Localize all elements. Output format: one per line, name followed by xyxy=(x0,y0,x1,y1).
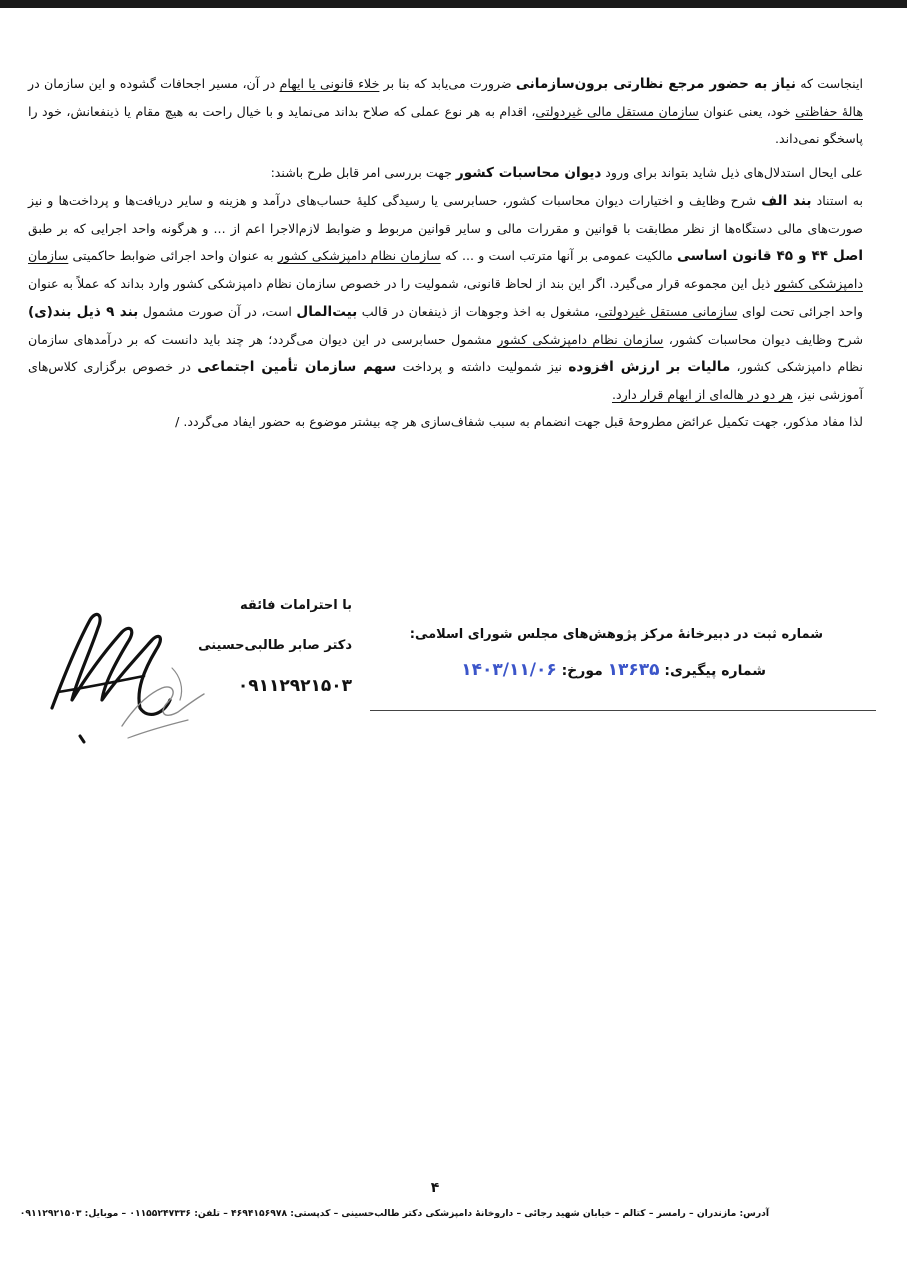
registration-divider xyxy=(370,710,876,711)
text-run: ، اقدام به هر نوع عملی که صلاح بداند می‌نماید و با خیال راحت به هیچ مقام یا ذینفعانش، خود را پاسخگو نمی‌داند. xyxy=(28,104,863,147)
text-run: نیز شمولیت داشته و پرداخت xyxy=(396,359,569,375)
top-border xyxy=(0,0,907,8)
text-run: به عنوان واحد اجرائی ضوابط حاکمیتی xyxy=(68,248,278,264)
text-run: ضرورت می‌یابد که بنا بر xyxy=(379,76,516,91)
date-label: مورخ: xyxy=(561,663,603,679)
text-run: در خصوص برگزاری کلاس‌های آموزشی نیز، xyxy=(28,359,863,403)
text-run: در آن، مسیر اجحافات گشوده و این سازمان در xyxy=(28,76,280,91)
text-run: مالکیت عمومی بر آنها مترتب است و ... که xyxy=(440,248,677,264)
text-run: خود، یعنی عنوان xyxy=(698,104,796,120)
underlined-run: سازمان دامپزشکی کشور xyxy=(28,248,863,292)
underlined-run: خلاء قانونی یا ایهام xyxy=(279,76,380,91)
footer-address: آدرس: مازندران – رامسر – کتالم – خیابان شهید رجائی – داروخانهٔ دامپزشکی دکتر طالب‌حسینی – کدپستی: ۴۶۹۴۱۵۶۹۷۸ – تلفن: ۰۱۱۵۵۲۴۷۳۳۶ – موبایل: ۰۹۱۱۲۹۲۱۵۰۳ xyxy=(19,1208,769,1219)
text-run: ذیل این مجموعه قرار می‌گیرد. اگر این بند از لحاظ قانونی، شمولیت را در خصوص سازمان نظام دامپزشکی کشور وارد بداند که عملاً به عنوان واحد اجرائی تحت لوای xyxy=(28,276,863,319)
handwritten-signature xyxy=(44,596,219,756)
text-run: شرح وظایف دیوان محاسبات کشور، xyxy=(663,331,864,347)
signer-name: دکتر صابر طالبی‌حسینی xyxy=(198,638,352,653)
tracking-label: شماره پیگیری: xyxy=(664,663,766,679)
tracking-number: ۱۳۶۳۵ xyxy=(607,660,660,680)
registration-label: شماره ثبت در دبیرخانهٔ مرکز پژوهش‌های مجلس شورای اسلامی: xyxy=(409,627,823,642)
bold-run: سهم سازمان تأمین اجتماعی xyxy=(197,359,397,376)
signer-phone: ۰۹۱۱۲۹۲۱۵۰۳ xyxy=(237,676,352,696)
underlined-run: سازمانی مستقل غیردولتی xyxy=(598,303,738,319)
bold-run: اصل ۴۴ و ۴۵ قانون اساسی xyxy=(677,248,863,265)
registration-block xyxy=(370,620,876,691)
text-run: به استناد xyxy=(811,192,863,208)
text-run: علی ایحال استدلال‌های ذیل شاید بتواند برای ورود xyxy=(601,164,863,180)
tracking-line xyxy=(370,650,876,691)
paragraph-4: لذا مفاد مذکور، جهت تکمیل عرائض مطروحهٔ قبل جهت انضمام به سبب شفاف‌سازی هر چه بیشتر موضوع به حضور ایفاد می‌گردد. / xyxy=(175,414,863,430)
bold-run: دیوان محاسبات کشور xyxy=(455,164,602,181)
text-run: ، مشغول به اخذ وجوهات از ذینفعان در قالب xyxy=(357,303,599,319)
text-run: اینجاست که xyxy=(795,76,863,91)
text-run: شرح وظایف و اختیارات دیوان محاسبات کشور، حسابرسی یا رسیدگی کلیهٔ حساب‌های درآمد و هزینه و سایر دریافت‌ها و پرداخت‌ها و نیز صورت‌های مالی دستگاه‌ها از نظر مطابقت با قوانین و مقررات مالی و سایر قوانین مربوط و ضوابط لازم‌الاجرا اعم از ... و هرگونه واحد اجرایی که بر طبق xyxy=(28,192,863,237)
bold-run: مالیات بر ارزش افزوده xyxy=(568,359,731,376)
bold-run: نیاز به حضور مرجع نظارتی برون‌سازمانی xyxy=(515,76,796,92)
letter-body xyxy=(28,70,863,436)
underlined-run: سازمان نظام دامپزشکی کشور xyxy=(497,331,664,347)
page-number: ۴ xyxy=(430,1180,440,1196)
regards-line: با احترامات فائقه xyxy=(240,598,352,613)
underlined-run: هر دو در هاله‌ای از ابهام قرار دارد. xyxy=(611,387,793,403)
registration-date: ۱۴۰۳/۱۱/۰۶ xyxy=(461,660,557,680)
text-run: مشمول حسابرسی در این دیوان می‌گردد؛ هر چند باید دانست که بر درآمدهای سازمان نظام دامپزشکی کشور، xyxy=(28,331,864,375)
paragraph-1 xyxy=(28,70,863,153)
underlined-run: سازمان مستقل مالی غیردولتی xyxy=(535,104,699,120)
bold-run: بند الف xyxy=(761,192,812,209)
text-run: است، در آن صورت مشمول xyxy=(138,303,297,319)
text-run: جهت بررسی امر قابل طرح باشند: xyxy=(270,164,456,180)
underlined-run: هالهٔ حفاظتی xyxy=(795,104,863,120)
bold-run: بند ۹ ذیل بند(ی) xyxy=(28,303,139,320)
paragraph-2 xyxy=(28,159,863,187)
bold-run: بیت‌المال xyxy=(296,303,358,320)
underlined-run: سازمان نظام دامپزشکی کشور xyxy=(277,248,441,264)
paragraph-3 xyxy=(28,187,863,409)
